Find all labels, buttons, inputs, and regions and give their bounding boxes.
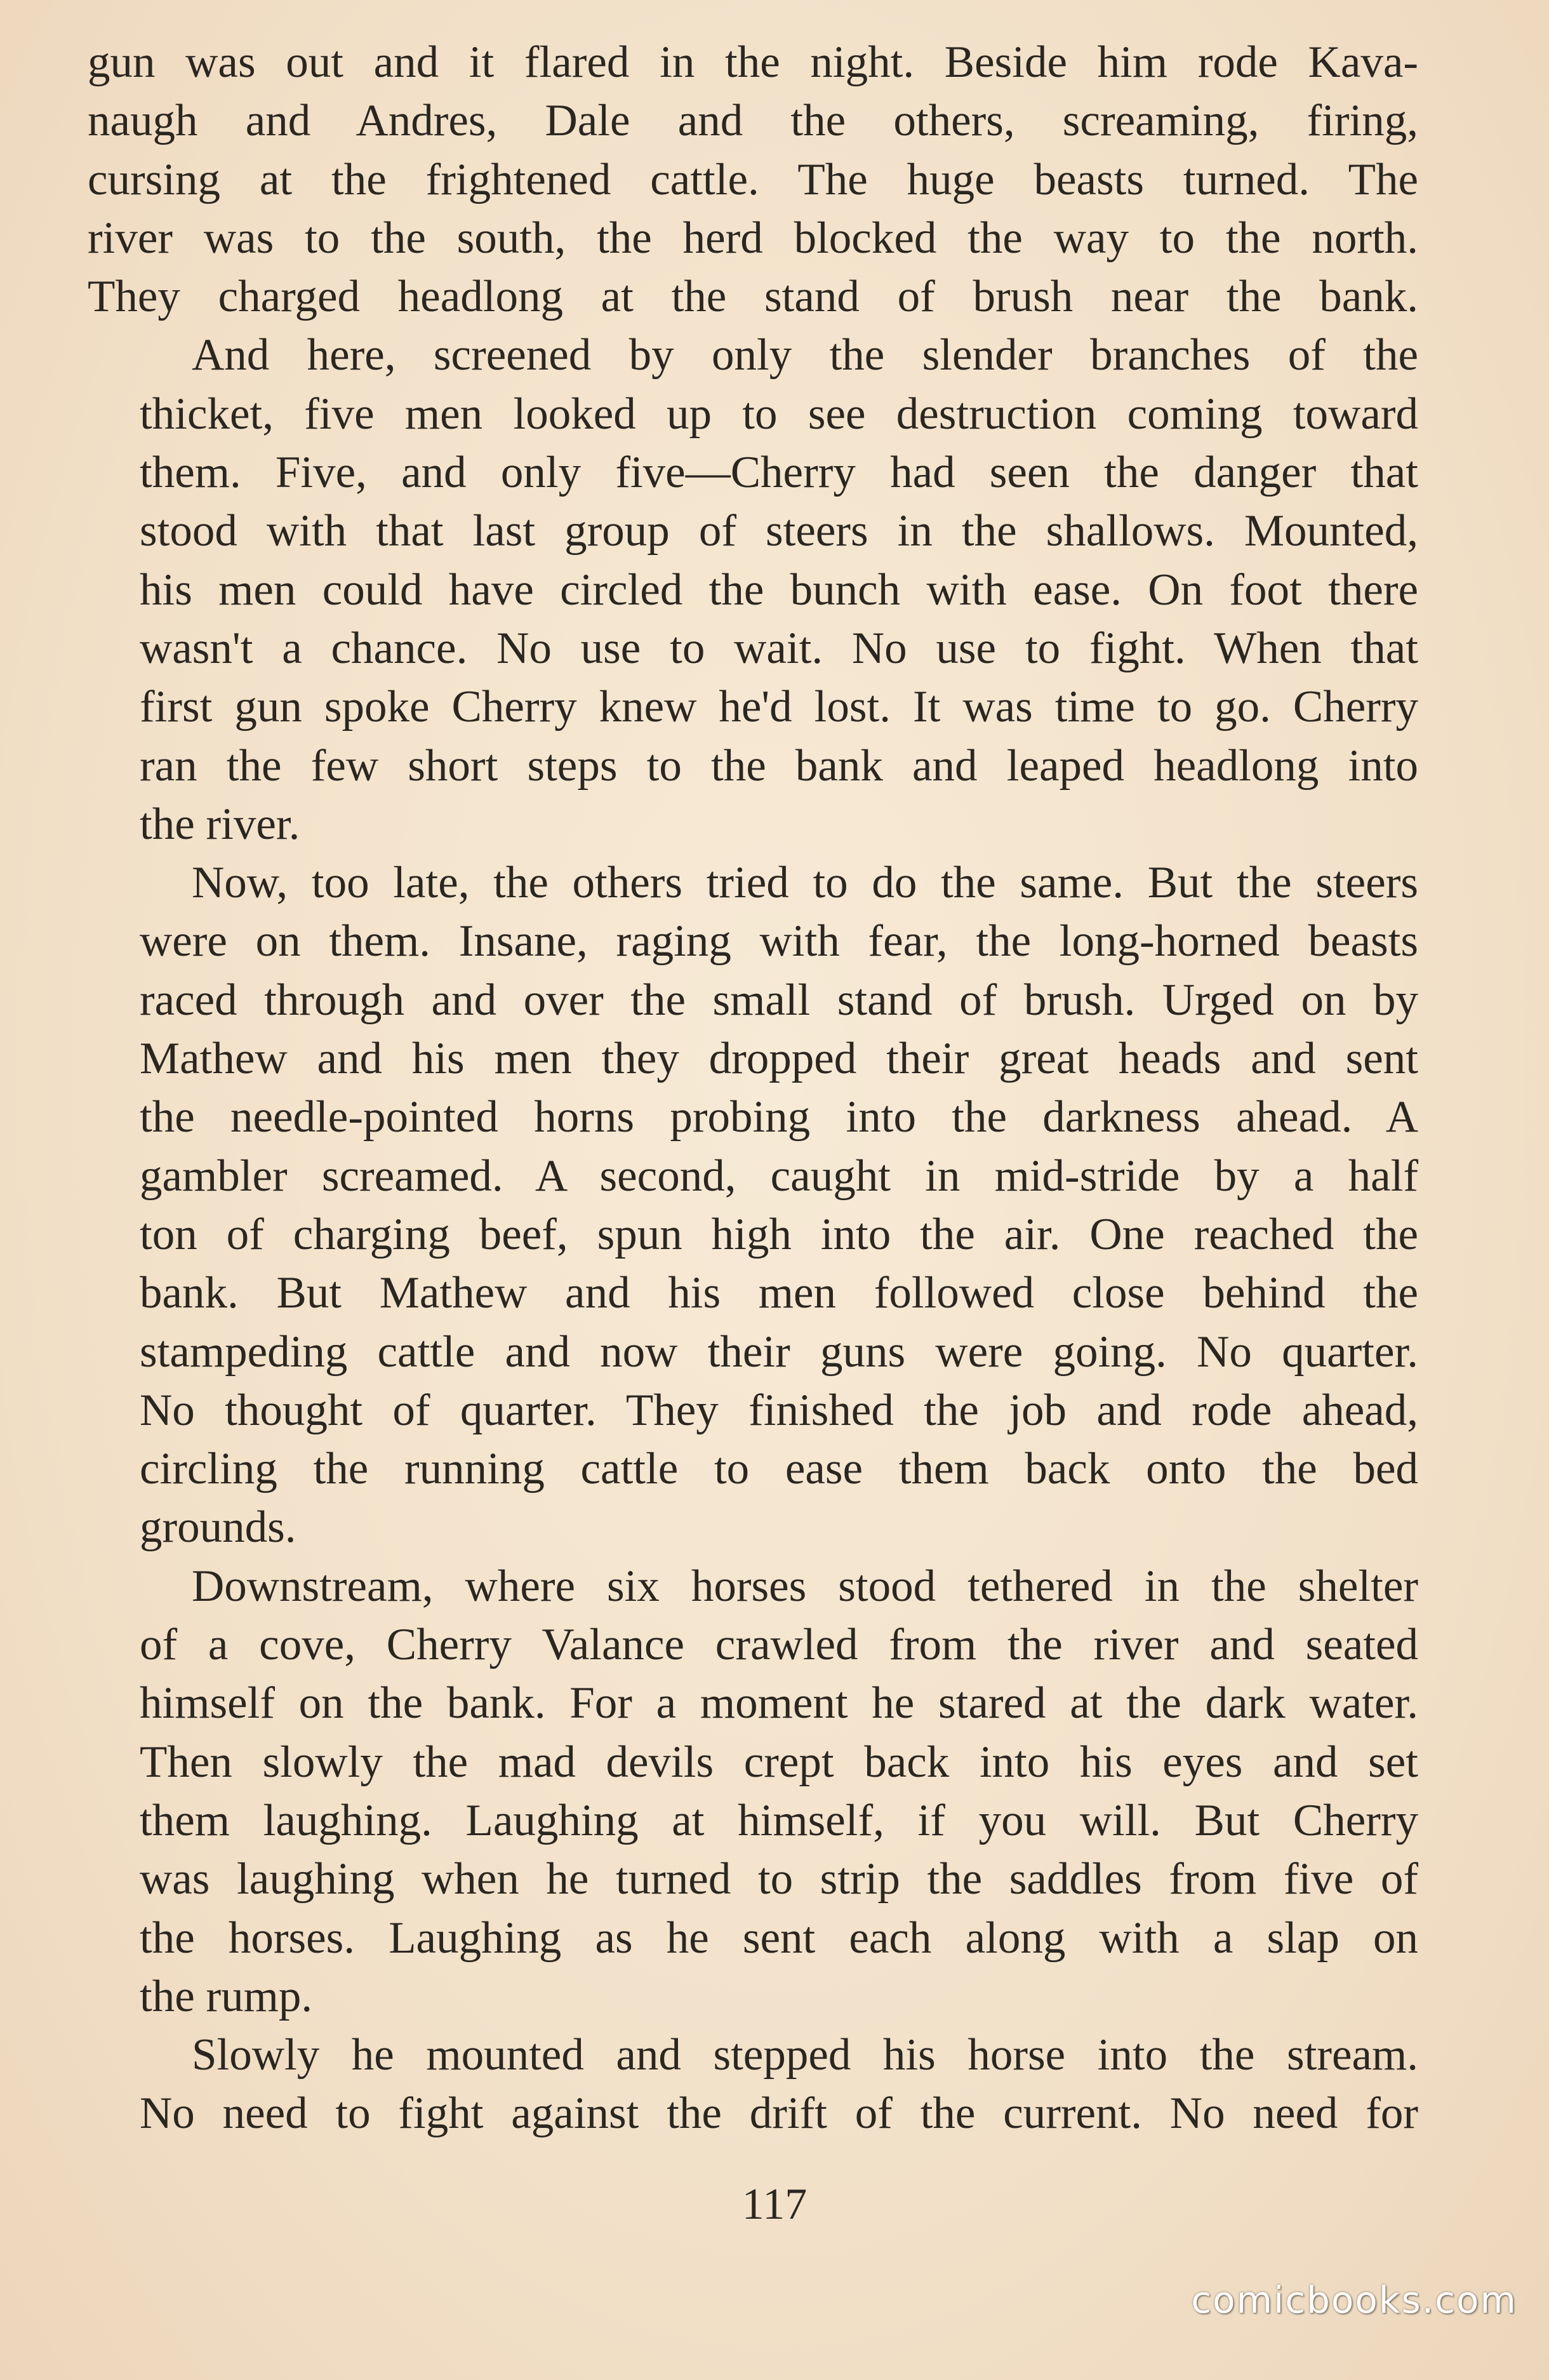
text-line: his men could have circled the bunch with ease. On foot there	[140, 565, 1418, 615]
text-line: them laughing. Laughing at himself, if you will. But Cherry	[140, 1795, 1418, 1845]
body-text	[88, 33, 1418, 2143]
text-line: ran the few short steps to the bank and leaped headlong into	[140, 740, 1418, 791]
paragraph-5	[88, 2026, 1418, 2143]
text-line: And here, screened by only the slender branches of the	[192, 330, 1418, 380]
text-line: No need to fight against the drift of the current. No need for	[140, 2089, 1418, 2139]
text-line: Mathew and his men they dropped their great heads and sent	[140, 1034, 1418, 1084]
text-line: naugh and Andres, Dale and the others, screaming, firing,	[88, 96, 1418, 146]
text-line: the river.	[140, 799, 300, 849]
text-line: thicket, five men looked up to see destruction coming toward	[140, 389, 1418, 439]
text-line: the rump.	[140, 1971, 313, 2021]
text-line: of a cove, Cherry Valance crawled from the river and seated	[140, 1620, 1418, 1670]
text-line: gun was out and it flared in the night. Beside him rode Kava-	[88, 37, 1418, 87]
text-line: himself on the bank. For a moment he stared at the dark water.	[140, 1678, 1418, 1728]
text-line: Now, too late, the others tried to do the same. But the steers	[192, 858, 1418, 908]
text-line: cursing at the frightened cattle. The huge beasts turned. The	[88, 154, 1418, 204]
text-line: river was to the south, the herd blocked the way to the north.	[88, 213, 1418, 263]
text-line: wasn't a chance. No use to wait. No use to fight. When that	[140, 623, 1418, 673]
text-line: No thought of quarter. They finished the job and rode ahead,	[140, 1385, 1418, 1435]
text-line: stampeding cattle and now their guns were going. No quarter.	[140, 1327, 1418, 1377]
text-line: circling the running cattle to ease them back onto the bed	[140, 1444, 1418, 1494]
text-line: was laughing when he turned to strip the saddles from five of	[140, 1854, 1418, 1904]
text-line: ton of charging beef, spun high into the air. One reached the	[140, 1209, 1418, 1259]
text-line: the needle-pointed horns probing into the darkness ahead. A	[140, 1092, 1418, 1142]
paragraph-1	[88, 33, 1418, 326]
page-number: 117	[741, 2180, 808, 2229]
text-line: bank. But Mathew and his men followed close behind the	[140, 1268, 1418, 1318]
text-line: stood with that last group of steers in the shallows. Mounted,	[140, 506, 1418, 556]
text-line: them. Five, and only five—Cherry had seen the danger that	[140, 448, 1418, 498]
text-line: were on them. Insane, raging with fear, the long-horned beasts	[140, 916, 1418, 966]
text-line: the horses. Laughing as he sent each along with a slap on	[140, 1913, 1418, 1963]
paragraph-2	[88, 326, 1418, 853]
text-line: first gun spoke Cherry knew he'd lost. It was time to go. Cherry	[140, 682, 1418, 732]
text-line: gambler screamed. A second, caught in mid-stride by a half	[140, 1151, 1418, 1201]
text-line: Then slowly the mad devils crept back into his eyes and set	[140, 1737, 1418, 1787]
paragraph-4	[88, 1557, 1418, 2026]
text-line: Slowly he mounted and stepped his horse into the stream.	[192, 2030, 1418, 2080]
text-line: Downstream, where six horses stood tethered in the shelter	[192, 1561, 1418, 1611]
text-line: raced through and over the small stand of brush. Urged on by	[140, 975, 1418, 1025]
text-line: grounds.	[140, 1502, 296, 1553]
watermark-logo: comicbooks.com	[1191, 2278, 1517, 2322]
text-line: They charged headlong at the stand of brush near the bank.	[88, 272, 1418, 322]
paragraph-3	[88, 853, 1418, 1557]
